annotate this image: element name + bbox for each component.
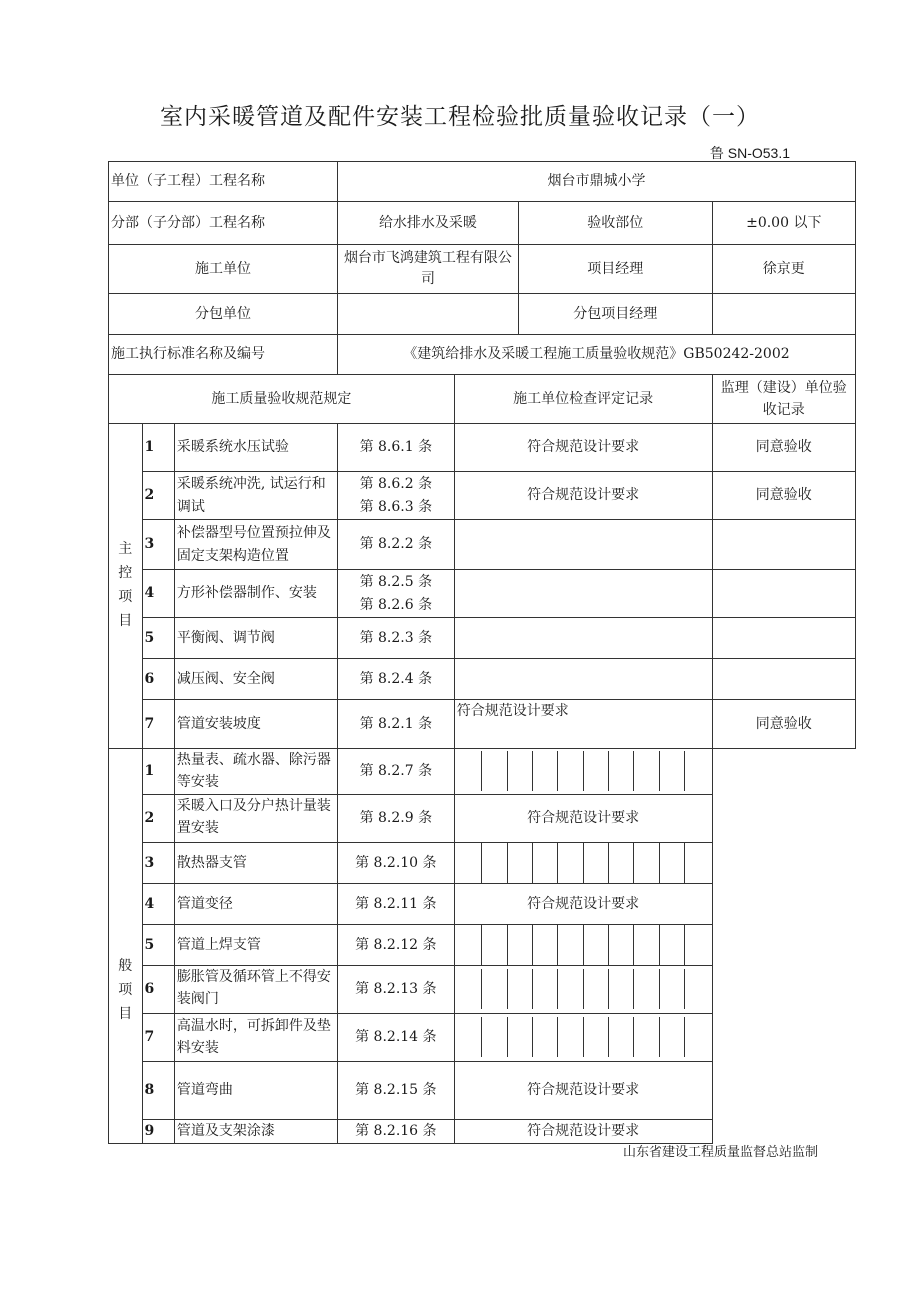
item-check-record [454,659,712,700]
grid-cell [457,925,481,965]
table-row [109,520,856,570]
manager-value: 徐京更 [712,245,855,294]
item-clause: 第 8.2.15 条 [337,1061,454,1119]
grid-cell [684,751,709,791]
item-number: 3 [142,520,174,570]
subproject-label: 分部（子分部）工程名称 [109,202,338,245]
item-number: 4 [142,883,174,924]
table-row [109,472,856,520]
main-group-label [109,424,143,749]
sub-manager-value [712,294,855,335]
item-number: 7 [142,700,174,749]
grid-cell [684,925,709,965]
table-row [109,570,856,618]
subcontractor-label: 分包单位 [109,294,338,335]
grid-cell [659,925,684,965]
sub-manager-label: 分包项目经理 [573,305,658,322]
item-number: 6 [142,965,174,1013]
item-number: 8 [142,1061,174,1119]
item-clause: 第 8.2.12 条 [337,924,454,965]
grid-cell [583,1017,608,1057]
grid-cell [507,925,532,965]
grid-cell [457,751,481,791]
grid-cell [557,1017,582,1057]
item-acceptance [712,520,855,570]
grid-cell [608,925,633,965]
form-code: 鲁 SN-O53.1 [709,145,790,161]
general-acceptance: 同意验收 [712,700,855,749]
item-clause: 第 8.6.1 条 [337,424,454,472]
grid-cell [532,751,557,791]
table-row [109,794,856,842]
grid-cell [633,843,658,883]
item-name: 采暖入口及分户热计量装置安装 [174,794,337,842]
item-clause: 第 8.2.10 条 [337,842,454,883]
item-number: 5 [142,924,174,965]
item-number: 1 [142,749,174,795]
item-check-record: 符合规范设计要求 [454,883,712,924]
table-row [109,1061,856,1119]
footer-note: 山东省建设工程质量监督总站监制 [622,1145,818,1160]
grid-cell [557,969,582,1009]
group-label-char: 主 [118,541,133,558]
item-acceptance [712,618,855,659]
grid-cell [557,925,582,965]
grid-cell [532,843,557,883]
item-check-record [454,570,712,618]
grid-cell [583,925,608,965]
grid-cell [507,843,532,883]
item-name: 散热器支管 [174,842,337,883]
item-check-record: 符合规范设计要求 [454,794,712,842]
grid-cell [532,925,557,965]
item-name: 高温水时，可拆卸件及垫料安装 [174,1013,337,1061]
grid-cell [633,969,658,1009]
item-check-record: 符合规范设计要求 [454,700,712,749]
table-row [109,1013,856,1061]
table-row [109,883,856,924]
group-label-char: 项 [118,589,133,605]
grid-cell [608,843,633,883]
contractor-value: 烟台市飞鸿建筑工程有限公司 [338,245,519,293]
standard-label: 施工执行标准名称及编号 [109,335,338,375]
grid-cell [684,969,709,1009]
table-row [109,659,856,700]
item-number: 1 [142,424,174,472]
project-label: 单位（子工程）工程名称 [109,162,338,202]
table-row [109,924,856,965]
standard-value: 《建筑给排水及采暖工程施工质量验收规范》GB50242-2002 [337,335,855,375]
table-row [109,749,856,795]
grid-cell [684,843,709,883]
item-number: 2 [142,794,174,842]
subproject-value: 给水排水及采暖 [338,202,519,244]
item-acceptance: 同意验收 [712,424,855,472]
main-control-items [109,424,856,749]
item-number: 5 [142,618,174,659]
item-name: 管道变径 [174,883,337,924]
subcontractor-value [338,294,519,334]
item-name: 热量表、疏水器、除污器等安装 [174,749,337,795]
part-value: ±0.00 以下 [712,202,855,245]
item-name: 管道上焊支管 [174,924,337,965]
item-acceptance [712,570,855,618]
item-clause: 第 8.6.2 条 第 8.6.3 条 [337,472,454,520]
grid-cell [557,843,582,883]
grid-cell [481,751,506,791]
item-number: 6 [142,659,174,700]
col-spec-header: 施工质量验收规范规定 [109,375,455,424]
item-clause: 第 8.2.11 条 [337,883,454,924]
project-value: 烟台市鼎城小学 [337,162,855,202]
grid-cell [608,751,633,791]
grid-cell [633,925,658,965]
item-acceptance: 同意验收 [712,472,855,520]
item-name: 平衡阀、调节阀 [174,618,337,659]
grid-cell [457,969,481,1009]
item-number: 2 [142,472,174,520]
item-clause: 第 8.2.2 条 [337,520,454,570]
item-clause: 第 8.2.7 条 [337,749,454,795]
general-items [109,749,856,1144]
item-number: 3 [142,842,174,883]
grid-cell [583,751,608,791]
item-name: 膨胀管及循环管上不得安装阀门 [174,965,337,1013]
grid-cell [633,1017,658,1057]
empty-check-grid [454,1013,712,1061]
grid-cell [481,969,506,1009]
item-clause: 第 8.2.13 条 [337,965,454,1013]
empty-check-grid [454,842,712,883]
group-label-char: 般 [118,958,133,975]
item-clause: 第 8.2.4 条 [337,659,454,700]
item-number: 9 [142,1119,174,1143]
item-check-record [454,520,712,570]
page-title: 室内采暖管道及配件安装工程检验批质量验收记录（一） [160,104,760,130]
grid-cell [684,1017,709,1057]
item-check-record [454,618,712,659]
grid-cell [507,751,532,791]
grid-cell [583,843,608,883]
item-check-record: 符合规范设计要求 [454,472,712,520]
general-group-label [109,749,143,1144]
item-name: 方形补偿器制作、安装 [174,570,337,618]
contractor-label: 施工单位 [109,245,338,294]
grid-cell [608,969,633,1009]
empty-check-grid [454,965,712,1013]
grid-cell [659,843,684,883]
item-number: 7 [142,1013,174,1061]
item-clause: 第 8.2.3 条 [337,618,454,659]
grid-cell [481,843,506,883]
grid-cell [481,925,506,965]
item-name: 管道弯曲 [174,1061,337,1119]
item-name: 补偿器型号位置预拉伸及固定支架构造位置 [174,520,337,570]
table-row [109,424,856,472]
grid-cell [557,751,582,791]
item-name: 减压阀、安全阀 [174,659,337,700]
item-name: 采暖系统冲洗, 试运行和调试 [174,472,337,520]
item-clause: 第 8.2.1 条 [337,700,454,749]
group-label-char: 项 [118,981,133,998]
grid-cell [457,843,481,883]
grid-cell [481,1017,506,1057]
part-label: 验收部位 [587,215,644,231]
grid-cell [532,1017,557,1057]
item-clause: 第 8.2.14 条 [337,1013,454,1061]
empty-check-grid [454,924,712,965]
item-name: 管道及支架涂漆 [174,1119,337,1143]
item-clause: 第 8.2.16 条 [337,1119,454,1143]
grid-cell [583,969,608,1009]
table-row [109,1119,856,1143]
group-label-char: 控 [118,565,133,582]
item-clause: 第 8.2.9 条 [337,794,454,842]
inspection-form-table [108,161,856,1144]
grid-cell [507,1017,532,1057]
group-label-char: 目 [118,612,133,629]
grid-cell [659,751,684,791]
grid-cell [608,1017,633,1057]
table-row [109,842,856,883]
grid-cell [457,1017,481,1057]
table-row [109,618,856,659]
grid-cell [659,969,684,1009]
item-check-record: 符合规范设计要求 [454,1061,712,1119]
grid-cell [659,1017,684,1057]
item-name: 管道安装坡度 [174,700,337,749]
grid-cell [507,969,532,1009]
group-label-char: 目 [118,1005,133,1022]
grid-cell [633,751,658,791]
empty-check-grid [454,749,712,795]
grid-cell [532,969,557,1009]
item-check-record: 符合规范设计要求 [454,424,712,472]
col-check-header: 施工单位检查评定记录 [454,375,712,424]
table-row [109,700,856,749]
table-row [109,965,856,1013]
item-name: 采暖系统水压试验 [174,424,337,472]
item-clause: 第 8.2.5 条 第 8.2.6 条 [337,570,454,618]
item-check-record: 符合规范设计要求 [454,1119,712,1143]
col-supervision-header: 监理（建设）单位验收记录 [712,375,855,424]
item-acceptance [712,659,855,700]
item-number: 4 [142,570,174,618]
manager-label: 项目经理 [587,260,644,277]
